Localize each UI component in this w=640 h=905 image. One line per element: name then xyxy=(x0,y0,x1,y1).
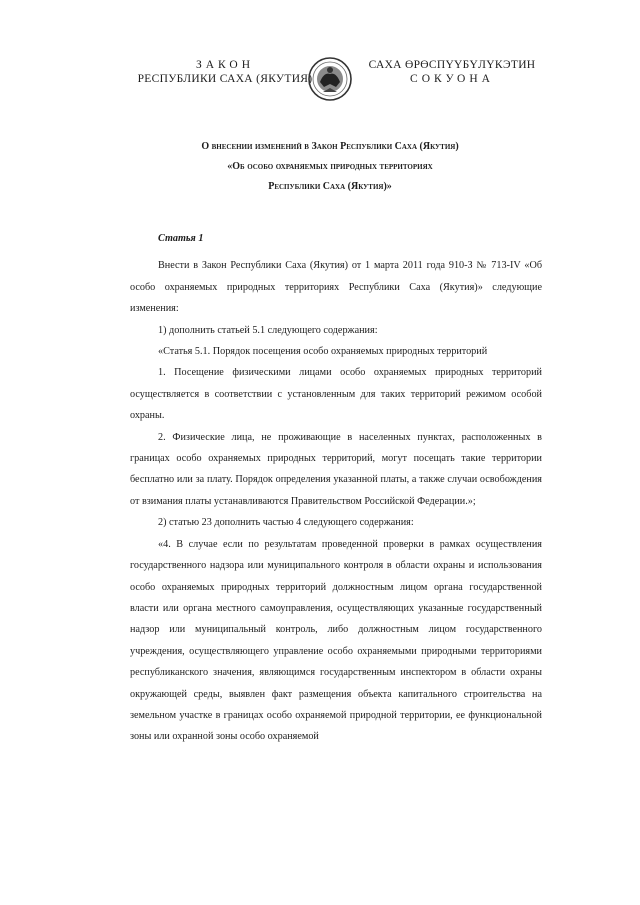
header-left-line2: РЕСПУБЛИКИ САХА (ЯКУТИЯ) xyxy=(137,73,313,85)
header-right-line1: САХА ӨРӨСПҮҮБҮЛҮКЭТИН xyxy=(368,59,536,71)
header-left-line1: ЗАКОН xyxy=(195,59,255,71)
paragraph-article-5-1-heading: «Статья 5.1. Порядок посещения особо охраняемых природных территорий xyxy=(158,346,488,358)
title-line2: «Об особо охраняемых природных территориях xyxy=(227,161,433,172)
document-header xyxy=(0,48,640,108)
paragraph-5-1-part-2: 2. Физические лица, не проживающие в населенных пунктах, расположенных в границах особо охраняемых природных территорий, могут посещать такие территории бесплатно или за плату. Порядок определения указанной платы, а также случаи освобождения от взимания платы устанавливаются Правительством Российской Федерации.»; xyxy=(130,431,542,507)
document-body xyxy=(130,228,542,748)
header-right xyxy=(362,58,542,86)
paragraph-5-1-part-1: 1. Посещение физическими лицами особо охраняемых природных территорий осуществляется в соответствии с установленным для таких территорий режимом особой охраны. xyxy=(130,367,542,422)
header-right-line2: СОКУОНА xyxy=(410,73,494,85)
paragraph-item-1: 1) дополнить статьей 5.1 следующего содержания: xyxy=(158,324,378,336)
header-left xyxy=(125,58,325,86)
title-line3: Республики Саха (Якутия)» xyxy=(268,181,392,192)
paragraph-item-2: 2) статью 23 дополнить частью 4 следующего содержания: xyxy=(158,517,414,529)
document-title xyxy=(160,137,500,197)
title-line1: О внесении изменений в Закон Республики Саха (Якутия) xyxy=(201,141,459,152)
paragraph-23-part-4: «4. В случае если по результатам проведенной проверки в рамках осуществления государственного надзора или муниципального контроля в области охраны и использования особо охраняемых природных территорий должностным лицом органа государственной власти или органа местного самоуправления, осуществляющих указанные государственный надзор или муниципальный контроль, либо должностным лицом государственного учреждения, осуществляющего управление особо охраняемыми природными территориями республиканского значения, являющимся государственным инспектором в области охраны окружающей среды, выявлен факт размещения объекта капитального строительства на земельном участке в границах особо охраняемой природной территории, ее функциональной зоны или охранной зоны особо охраняемой xyxy=(130,538,542,743)
paragraph-intro: Внести в Закон Республики Саха (Якутия) от 1 марта 2011 года 910-З № 713-IV «Об особо охраняемых природных территориях Республики Саха (Якутия)» следующие изменения: xyxy=(130,260,542,315)
coat-of-arms-emblem xyxy=(308,54,352,104)
article-heading: Статья 1 xyxy=(158,233,204,244)
